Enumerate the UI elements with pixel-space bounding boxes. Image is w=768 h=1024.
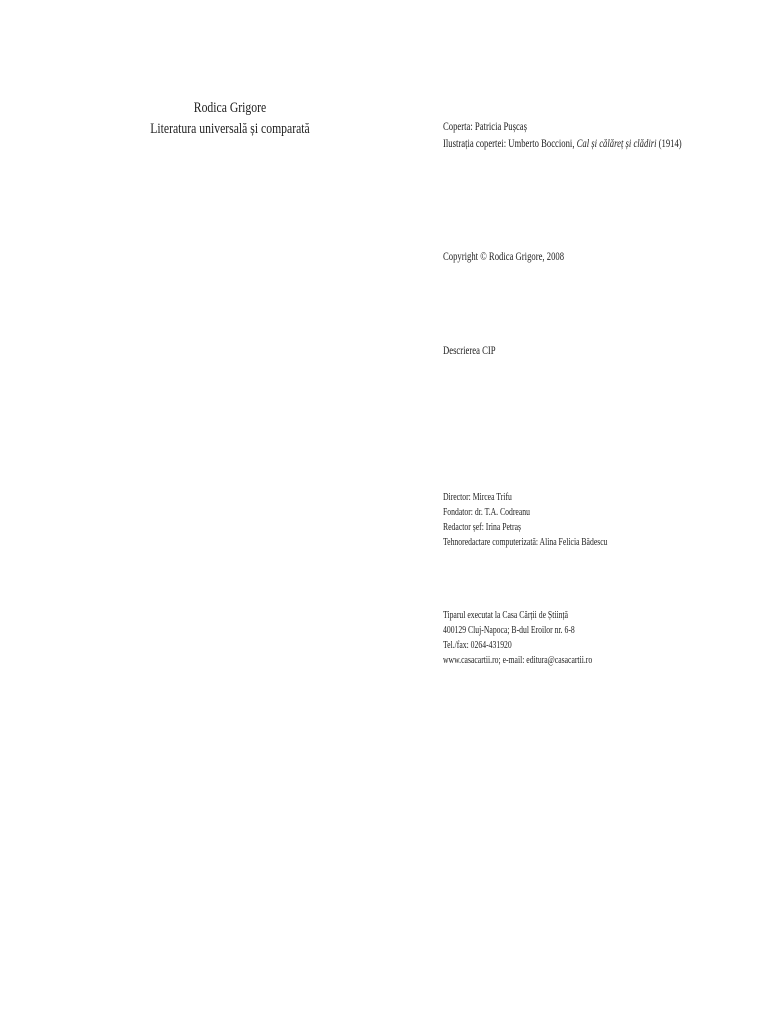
artwork-year: (1914): [656, 136, 682, 150]
copyright-text: Copyright © Rodica Grigore, 2008: [443, 249, 565, 263]
artwork-title: Cal și călăreț și clădiri: [576, 136, 657, 150]
title-block: [121, 98, 339, 140]
cover-illustration-prefix: Ilustrația copertei: Umberto Boccioni,: [443, 136, 577, 150]
cover-designer: Coperta: Patricia Pușcaș: [443, 119, 527, 133]
printer-name: Tiparul executat la Casa Cărții de Știință: [443, 609, 569, 621]
printer-phone: Tel./fax: 0264-431920: [443, 639, 512, 651]
director-line: Director: Mircea Trifu: [443, 491, 512, 503]
printer-info: [443, 608, 592, 668]
typesetting-line: Tehnoredactare computerizată: Alina Felicia Bădescu: [443, 536, 608, 548]
author-name: Rodica Grigore: [193, 100, 267, 116]
cip-description: [443, 342, 496, 359]
printer-address: 400129 Cluj-Napoca; B-dul Eroilor nr. 6-8: [443, 624, 575, 636]
cover-illustration: [443, 135, 682, 152]
copyright-notice: [443, 248, 564, 265]
founder-line: Fondator: dr. T.A. Codreanu: [443, 506, 530, 518]
cover-credits: [443, 118, 682, 152]
book-title: Literatura universală și comparată: [150, 121, 310, 137]
staff-credits: [443, 490, 608, 550]
printer-web-email: www.casacartii.ro; e-mail: editura@casacartii.ro: [443, 654, 593, 666]
cip-text: Descrierea CIP: [443, 343, 496, 357]
editor-line: Redactor șef: Irina Petraș: [443, 521, 522, 533]
